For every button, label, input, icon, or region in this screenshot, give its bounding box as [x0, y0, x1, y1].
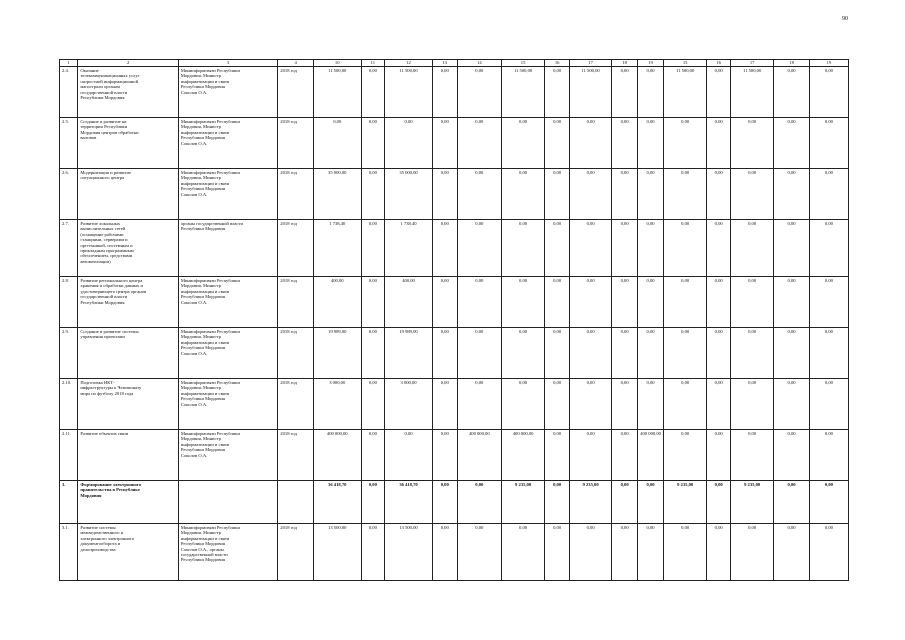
amount-cell: 0,00 — [457, 220, 501, 277]
amount-cell: 35 000,00 — [313, 169, 361, 220]
amount-cell: 0,00 — [707, 328, 731, 379]
amount-cell: 0,00 — [638, 220, 664, 277]
column-number-header: 4 — [278, 60, 314, 67]
amount-cell: 400 000,00 — [501, 430, 544, 481]
responsible-executor-cell: Минипформсвязи Республики Мордовия, Министр информатизации и связи Республики Мордовия Соколов О.А. — [178, 277, 277, 328]
amount-cell: 0,00 — [638, 169, 664, 220]
column-number-header: 1 — [60, 60, 78, 67]
amount-cell: 0,00 — [361, 277, 385, 328]
amount-cell: 0,00 — [664, 379, 707, 430]
amount-cell: 9 235,00 — [570, 481, 612, 524]
amount-cell: 0,00 — [457, 169, 501, 220]
amount-cell: 0,00 — [570, 277, 612, 328]
amount-cell: 400,00 — [385, 277, 433, 328]
column-number-header: 16 — [707, 60, 731, 67]
amount-cell: 0,00 — [774, 67, 810, 118]
amount-cell: 0,00 — [638, 379, 664, 430]
row-number-cell: 2.7. — [60, 220, 78, 277]
amount-cell: 0,00 — [570, 524, 612, 581]
amount-cell: 0,00 — [731, 524, 774, 581]
amount-cell: 0,00 — [809, 379, 848, 430]
column-number-header: 3 — [178, 60, 277, 67]
amount-cell: 11 500,00 — [731, 67, 774, 118]
amount-cell: 9 235,00 — [731, 481, 774, 524]
table-row — [60, 328, 849, 379]
amount-cell: 0,00 — [638, 277, 664, 328]
activity-name-cell: Подготовка ИКТ- инфраструктуры к Чемпионату мира по футболу 2018 года — [78, 379, 179, 430]
amount-cell: 0,00 — [432, 481, 457, 524]
amount-cell: 0,00 — [638, 328, 664, 379]
responsible-executor-cell: Минипформсвязи Республики Мордовия, Министр информатизации и связи Республики Мордовия Соколов О.А. — [178, 169, 277, 220]
table-row — [60, 481, 849, 524]
period-cell: 2018 год — [278, 169, 314, 220]
amount-cell: 0,00 — [731, 430, 774, 481]
amount-cell: 0,00 — [612, 118, 638, 169]
amount-cell: 0,00 — [570, 220, 612, 277]
column-number-header: 18 — [612, 60, 638, 67]
amount-cell: 0,00 — [731, 118, 774, 169]
amount-cell: 400 000,00 — [457, 430, 501, 481]
row-number-cell: 2.10. — [60, 379, 78, 430]
column-number-header: 11 — [361, 60, 385, 67]
table-row — [60, 220, 849, 277]
responsible-executor-cell: Минипформсвязи Республики Мордовия, Министр информатизации и связи Республики Мордовия Соколов О.А. — [178, 118, 277, 169]
amount-cell: 0,00 — [664, 277, 707, 328]
amount-cell: 0,00 — [361, 430, 385, 481]
amount-cell: 0,00 — [361, 118, 385, 169]
column-number-header: 18 — [774, 60, 810, 67]
row-number-cell: 2.4. — [60, 67, 78, 118]
amount-cell: 0,00 — [570, 328, 612, 379]
responsible-executor-cell: Минипформсвязи Республики Мордовия, Министр информатизации и связи Республики Мордовия Соколов О.А. — [178, 328, 277, 379]
amount-cell: 0,00 — [545, 430, 570, 481]
amount-cell: 0,00 — [432, 430, 457, 481]
amount-cell: 0,00 — [570, 118, 612, 169]
row-number-cell: 2.5. — [60, 118, 78, 169]
amount-cell: 0,00 — [570, 169, 612, 220]
responsible-executor-cell — [178, 481, 277, 524]
period-cell: 2018 год — [278, 118, 314, 169]
amount-cell: 0,00 — [774, 524, 810, 581]
activity-name-cell: Развитие регионального центра хранения и обработки данных и удостоверяющего центра органов государственной власти Республики Мордовия — [78, 277, 179, 328]
amount-cell: 0,00 — [809, 524, 848, 581]
responsible-executor-cell: Минипформсвязи Республики Мордовия, Министр информатизации и связи Республики Мордовия Соколов О.А. — [178, 67, 277, 118]
amount-cell: 0,00 — [809, 328, 848, 379]
amount-cell: 11 500,00 — [385, 67, 433, 118]
amount-cell: 0,00 — [731, 169, 774, 220]
amount-cell: 0,00 — [501, 169, 544, 220]
column-number-header: 19 — [638, 60, 664, 67]
amount-cell: 0,00 — [457, 67, 501, 118]
amount-cell: 0,00 — [664, 430, 707, 481]
amount-cell: 0,00 — [612, 379, 638, 430]
amount-cell: 0,00 — [612, 328, 638, 379]
activity-name-cell: Создание и развитие на территории Республики Мордовия центров обработки вызовов — [78, 118, 179, 169]
column-number-header: 12 — [385, 60, 433, 67]
amount-cell: 0,00 — [707, 430, 731, 481]
activity-name-cell: Модернизация и развитие ситуационного центра — [78, 169, 179, 220]
amount-cell: 3 000,00 — [385, 379, 433, 430]
amount-cell: 35 000,00 — [385, 169, 433, 220]
amount-cell: 0,00 — [313, 118, 361, 169]
amount-cell: 0,00 — [664, 169, 707, 220]
period-cell: 2018 год — [278, 277, 314, 328]
row-number-cell: 3.1. — [60, 524, 78, 581]
amount-cell: 0,00 — [707, 481, 731, 524]
amount-cell: 0,00 — [774, 169, 810, 220]
period-cell — [278, 481, 314, 524]
amount-cell: 0,00 — [809, 481, 848, 524]
amount-cell: 36 418,70 — [313, 481, 361, 524]
amount-cell: 0,00 — [809, 118, 848, 169]
amount-cell: 400 000,00 — [313, 430, 361, 481]
amount-cell: 0,00 — [809, 277, 848, 328]
amount-cell: 0,00 — [501, 379, 544, 430]
amount-cell: 0,00 — [432, 118, 457, 169]
amount-cell: 0,00 — [809, 67, 848, 118]
responsible-executor-cell: Минипформсвязи Республики Мордовия, Министр информатизации и связи Республики Мордовия Соколов О.А. — [178, 379, 277, 430]
amount-cell: 0,00 — [361, 524, 385, 581]
amount-cell: 13 500,00 — [385, 524, 433, 581]
amount-cell: 19 989,00 — [313, 328, 361, 379]
amount-cell: 0,00 — [774, 277, 810, 328]
amount-cell: 0,00 — [664, 524, 707, 581]
amount-cell: 0,00 — [774, 430, 810, 481]
column-number-header: 10 — [313, 60, 361, 67]
table-row — [60, 169, 849, 220]
amount-cell: 0,00 — [707, 67, 731, 118]
table-row — [60, 379, 849, 430]
amount-cell: 19 989,00 — [385, 328, 433, 379]
amount-cell: 11 500,00 — [313, 67, 361, 118]
amount-cell: 0,00 — [545, 379, 570, 430]
page-number: 90 — [842, 16, 848, 22]
table-row — [60, 118, 849, 169]
column-number-row — [60, 60, 849, 67]
amount-cell: 9 235,00 — [664, 481, 707, 524]
amount-cell: 0,00 — [612, 67, 638, 118]
column-number-header: 14 — [457, 60, 501, 67]
amount-cell: 0,00 — [638, 524, 664, 581]
amount-cell: 0,00 — [774, 220, 810, 277]
amount-cell: 0,00 — [774, 481, 810, 524]
amount-cell: 0,00 — [731, 328, 774, 379]
table-row — [60, 430, 849, 481]
amount-cell: 0,00 — [731, 220, 774, 277]
amount-cell: 3 000,00 — [313, 379, 361, 430]
amount-cell: 0,00 — [612, 481, 638, 524]
amount-cell: 0,00 — [707, 118, 731, 169]
amount-cell: 0,00 — [612, 524, 638, 581]
row-number-cell: 2.6. — [60, 169, 78, 220]
column-number-header: 15 — [664, 60, 707, 67]
amount-cell: 0,00 — [545, 481, 570, 524]
amount-cell: 0,00 — [432, 220, 457, 277]
column-number-header: 19 — [809, 60, 848, 67]
column-number-header: 17 — [570, 60, 612, 67]
amount-cell: 0,00 — [707, 524, 731, 581]
row-number-cell: 2.8. — [60, 277, 78, 328]
program-activities-table — [59, 59, 849, 581]
amount-cell: 0,00 — [570, 379, 612, 430]
column-number-header: 16 — [545, 60, 570, 67]
amount-cell: 0,00 — [501, 118, 544, 169]
amount-cell: 0,00 — [361, 481, 385, 524]
amount-cell: 1 738,40 — [385, 220, 433, 277]
amount-cell: 0,00 — [385, 430, 433, 481]
amount-cell: 0,00 — [457, 118, 501, 169]
amount-cell: 0,00 — [707, 220, 731, 277]
amount-cell: 0,00 — [432, 67, 457, 118]
amount-cell: 0,00 — [457, 379, 501, 430]
amount-cell: 13 500,00 — [313, 524, 361, 581]
amount-cell: 0,00 — [731, 277, 774, 328]
amount-cell: 0,00 — [774, 118, 810, 169]
activity-name-cell: Формирование электронного правительства в Республике Мордовия — [78, 481, 179, 524]
amount-cell: 0,00 — [707, 169, 731, 220]
amount-cell: 0,00 — [638, 67, 664, 118]
amount-cell: 0,00 — [432, 328, 457, 379]
amount-cell: 0,00 — [664, 118, 707, 169]
amount-cell: 0,00 — [612, 220, 638, 277]
column-number-header: 15 — [501, 60, 544, 67]
amount-cell: 0,00 — [545, 220, 570, 277]
amount-cell: 11 500,00 — [664, 67, 707, 118]
amount-cell: 0,00 — [612, 430, 638, 481]
row-number-cell: 3. — [60, 481, 78, 524]
amount-cell: 0,00 — [707, 379, 731, 430]
period-cell: 2018 год — [278, 220, 314, 277]
amount-cell: 0,00 — [545, 328, 570, 379]
amount-cell: 0,00 — [432, 379, 457, 430]
amount-cell: 0,00 — [432, 169, 457, 220]
amount-cell: 0,00 — [361, 220, 385, 277]
responsible-executor-cell: Минипформсвязи Республики Мордовия, Министр информатизации и связи Республики Мордовия Соколов О.А. — [178, 430, 277, 481]
amount-cell: 0,00 — [774, 379, 810, 430]
amount-cell: 400 000,00 — [638, 430, 664, 481]
table-row — [60, 524, 849, 581]
amount-cell: 0,00 — [501, 277, 544, 328]
amount-cell: 0,00 — [457, 481, 501, 524]
amount-cell: 0,00 — [545, 169, 570, 220]
amount-cell: 9 235,00 — [501, 481, 544, 524]
amount-cell: 0,00 — [707, 277, 731, 328]
amount-cell: 0,00 — [638, 118, 664, 169]
amount-cell: 0,00 — [809, 220, 848, 277]
amount-cell: 0,00 — [501, 328, 544, 379]
row-number-cell: 2.9. — [60, 328, 78, 379]
amount-cell: 11 500,00 — [501, 67, 544, 118]
amount-cell: 0,00 — [432, 277, 457, 328]
table-row — [60, 67, 849, 118]
activity-name-cell: Создание и развитие системы управления проектами — [78, 328, 179, 379]
column-number-header: 13 — [432, 60, 457, 67]
responsible-executor-cell: органы государственной власти Республики Мордовия — [178, 220, 277, 277]
activity-name-cell: Развитие системы межведомственного и электронного электронного документооборота и делопроизводства — [78, 524, 179, 581]
amount-cell: 0,00 — [570, 430, 612, 481]
amount-cell: 0,00 — [809, 430, 848, 481]
column-number-header: 2 — [78, 60, 179, 67]
period-cell: 2018 год — [278, 67, 314, 118]
amount-cell: 1 738,40 — [313, 220, 361, 277]
activity-name-cell: Развитие объектов связи — [78, 430, 179, 481]
amount-cell: 0,00 — [774, 328, 810, 379]
amount-cell: 0,00 — [501, 524, 544, 581]
amount-cell: 0,00 — [501, 220, 544, 277]
amount-cell: 400,00 — [313, 277, 361, 328]
period-cell: 2018 год — [278, 379, 314, 430]
amount-cell: 0,00 — [432, 524, 457, 581]
amount-cell: 0,00 — [612, 169, 638, 220]
period-cell: 2018 год — [278, 430, 314, 481]
amount-cell: 0,00 — [545, 524, 570, 581]
amount-cell: 0,00 — [385, 118, 433, 169]
table-row — [60, 277, 849, 328]
amount-cell: 0,00 — [361, 169, 385, 220]
activity-name-cell: Оказание телекоммуникационных услуг скоростной информационной магистрали органам государственной власти Республики Мордовия — [78, 67, 179, 118]
amount-cell: 0,00 — [361, 67, 385, 118]
activity-name-cell: Развитие локальных вычислительных сетей (оснащение рабочими станциями, серверами и оргтехникой, системным и прикладным программным обеспечением, средствами автоматизации) — [78, 220, 179, 277]
amount-cell: 0,00 — [457, 328, 501, 379]
responsible-executor-cell: Минипформсвязи Республики Мордовия, Министр информатизации и связи Республики Мордовия Соколов О.А., органы государственной власти Республики Мордовия — [178, 524, 277, 581]
amount-cell: 0,00 — [361, 328, 385, 379]
amount-cell: 36 418,70 — [385, 481, 433, 524]
amount-cell: 11 500,00 — [570, 67, 612, 118]
column-number-header: 17 — [731, 60, 774, 67]
period-cell: 2018 год — [278, 524, 314, 581]
amount-cell: 0,00 — [457, 277, 501, 328]
amount-cell: 0,00 — [731, 379, 774, 430]
amount-cell: 0,00 — [545, 118, 570, 169]
row-number-cell: 2.11. — [60, 430, 78, 481]
amount-cell: 0,00 — [612, 277, 638, 328]
amount-cell: 0,00 — [809, 169, 848, 220]
amount-cell: 0,00 — [545, 67, 570, 118]
amount-cell: 0,00 — [545, 277, 570, 328]
amount-cell: 0,00 — [664, 328, 707, 379]
amount-cell: 0,00 — [361, 379, 385, 430]
period-cell: 2018 год — [278, 328, 314, 379]
amount-cell: 0,00 — [457, 524, 501, 581]
amount-cell: 0,00 — [638, 481, 664, 524]
amount-cell: 0,00 — [664, 220, 707, 277]
